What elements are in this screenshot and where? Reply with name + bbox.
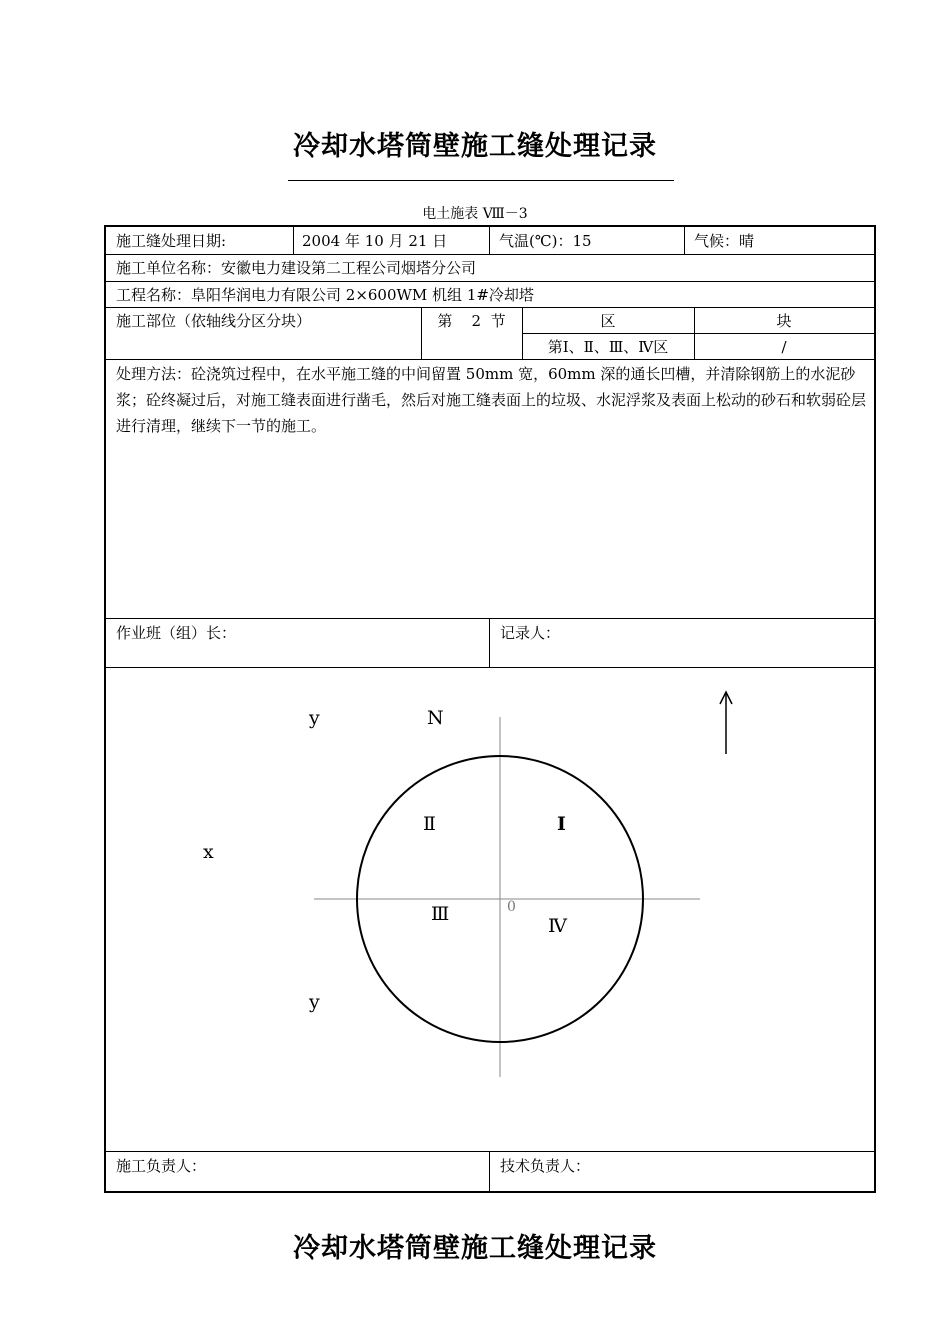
treatment-method: 处理方法：砼浇筑过程中，在水平施工缝的中间留置 50mm 宽，60mm 深的通长凹槽，并清除钢筋上的水泥砂浆；砼终凝过后，对施工缝表面进行凿毛，然后对施工缝表面上的垃圾、水泥浮浆及表面上松动的砂石和软弱砼层进行清理，继续下一节的施工。 — [116, 365, 867, 435]
record-form — [104, 225, 876, 1193]
zone-4-label: Ⅳ — [548, 915, 567, 937]
origin-label: 0 — [507, 899, 516, 915]
col-divider — [684, 227, 685, 254]
temperature: 气温(℃)：15 — [499, 232, 592, 250]
zone-2-label: Ⅱ — [423, 813, 436, 835]
x-axis-label: x — [203, 841, 214, 863]
date-value: 2004 年 10 月 21 日 — [302, 232, 448, 250]
team-leader-label: 作业班（组）长： — [116, 624, 237, 642]
page-title: 冷却水塔筒壁施工缝处理记录 — [293, 131, 657, 162]
col-divider — [293, 227, 294, 254]
col-divider — [489, 1151, 490, 1193]
row-divider — [106, 618, 874, 619]
date-label: 施工缝处理日期: — [116, 232, 227, 250]
block-header: 块 — [776, 312, 792, 330]
col-divider — [489, 618, 490, 667]
zone-3-label: Ⅲ — [431, 903, 450, 925]
form-code: 电土施表 Ⅷ－3 — [422, 206, 528, 222]
row-divider — [106, 1151, 874, 1152]
zone-diagram-drawing — [106, 667, 874, 1151]
block-value: / — [781, 338, 787, 356]
zone-diagram — [106, 667, 874, 1151]
technical-lead-label: 技术负责人： — [500, 1157, 591, 1175]
recorder-label: 记录人： — [500, 624, 561, 642]
section-number: 第 2 节 — [437, 312, 506, 330]
construction-unit: 施工单位名称：安徽电力建设第二工程公司烟塔分公司 — [116, 259, 477, 277]
location-label: 施工部位（依轴线分区分块） — [116, 312, 312, 330]
zone-header: 区 — [600, 312, 616, 330]
weather: 气候：晴 — [694, 232, 755, 250]
zone-1-label: Ⅰ — [557, 813, 566, 835]
project-name: 工程名称：阜阳华润电力有限公司 2×600WM 机组 1#冷却塔 — [116, 286, 534, 304]
title-underline — [288, 180, 674, 181]
col-divider — [489, 227, 490, 254]
y-axis-top-label: y — [309, 707, 320, 729]
north-label: N — [427, 707, 444, 729]
next-page-title: 冷却水塔筒壁施工缝处理记录 — [293, 1233, 657, 1264]
construction-lead-label: 施工负责人： — [116, 1157, 207, 1175]
y-axis-bottom-label: y — [309, 991, 320, 1013]
zone-value: 第Ⅰ、Ⅱ、Ⅲ、Ⅳ区 — [547, 338, 669, 356]
